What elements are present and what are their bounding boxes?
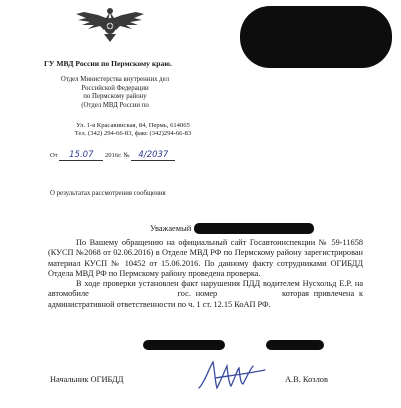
dept-line: по Пермскому району <box>83 93 147 101</box>
address-line: Ул. 1-я Красавинская, 84, Пермь, 614065 <box>76 122 190 129</box>
subject-line: О результатах рассмотрения сообщения <box>50 190 166 197</box>
redacted-vehicle <box>143 340 225 350</box>
dept-line: Российской Федерации <box>81 84 149 92</box>
eagle-emblem-icon <box>74 4 146 46</box>
signer-position: Начальник ОГИБДД <box>50 375 124 384</box>
dept-line: (Отдел МВД России по <box>81 101 149 109</box>
registration-line <box>50 150 210 161</box>
address-line: Тел. (342) 294-66-83, факс (342)294-66-83 <box>74 130 192 138</box>
handwritten-number: 4/2037 <box>131 150 175 161</box>
organization-name: ГУ МВД России по Пермскому краю. <box>44 59 172 68</box>
signer-name: А.В. Козлов <box>285 375 328 384</box>
year-label: 2016г. № <box>104 152 130 159</box>
paragraph-2-start: В ходе проверки установлен факт нарушения ПДД водителем Нусхольд Е.Р. на автомобиле <box>48 279 363 299</box>
paragraph-1: По Вашему обращению на официальный сайт Госавтоинспекции № 59-11658 (КУСП №2068 от 02.06.2016) в Отделе МВД РФ по Пермскому району зарегистрирован материал КУСП № 10452 от 15.06.2016. По данному факту сотрудниками ОГИБДД Отдела МВД РФ по Пермскому району проведена проверка. <box>48 238 363 278</box>
letter-body <box>48 238 363 310</box>
paragraph-2-end: которая привлечена к административной ответственности по ч. 1 ст. 12.15 КоАП РФ. <box>48 289 363 309</box>
redacted-plate <box>266 340 324 350</box>
dept-line: Отдел Министерства внутренних дел <box>60 76 170 83</box>
date-prefix: От <box>50 152 58 159</box>
redacted-name <box>194 223 314 234</box>
paragraph-2-mid: гос. номер <box>177 289 218 299</box>
handwritten-signature-icon <box>195 358 270 392</box>
greeting <box>150 224 191 233</box>
greeting-text: Уважаемый <box>150 224 192 233</box>
handwritten-date: 15.07 <box>59 150 103 161</box>
redacted-recipient <box>240 6 392 68</box>
department-block <box>30 76 200 110</box>
address-block <box>48 122 218 139</box>
paragraph-2 <box>48 279 363 310</box>
